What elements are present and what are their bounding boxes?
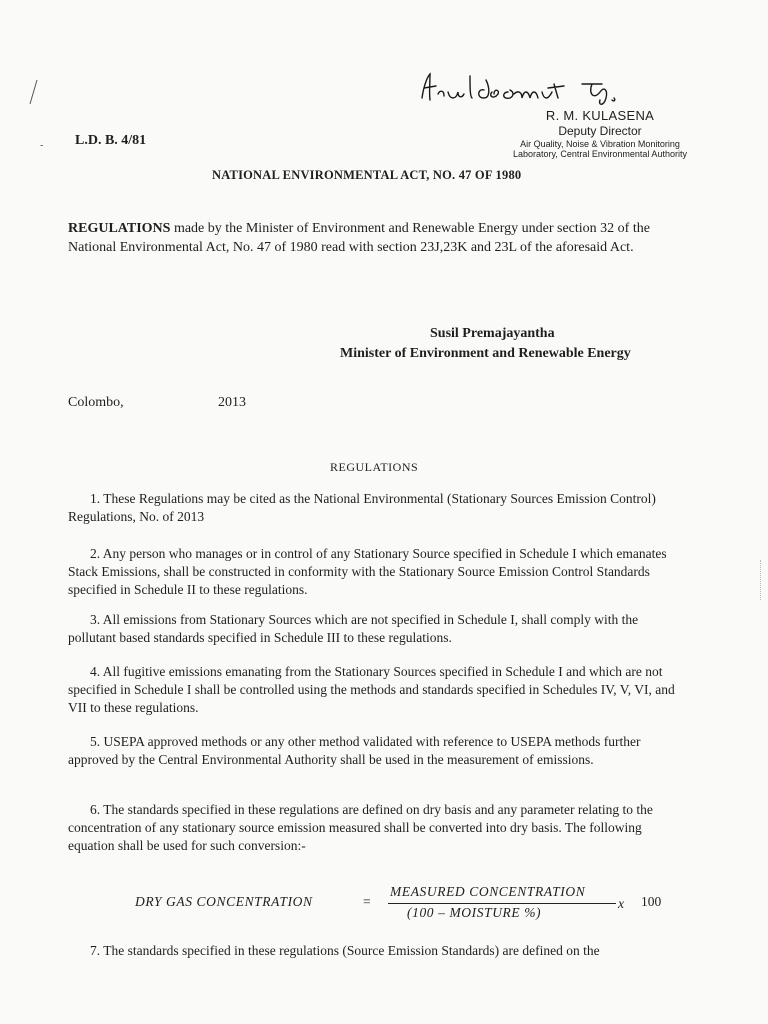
stamp-name: R. M. KULASENA — [545, 108, 655, 123]
preamble-text: made by the Minister of Environment and Renewable Energy under section 32 of the National Environmental Act, No. 47 of 1980 read with section 23J,23K and 23L of the aforesaid Act. — [68, 221, 650, 255]
fraction-bar — [388, 903, 616, 904]
regulation-paragraph-2: 2. Any person who manages or in control of any Stationary Source specified in Schedule I which emanates Stack Emissions, shall be constructed in conformity with the Stationary Source Emission Control Standards specified in Schedule II to these regulations. — [68, 546, 667, 597]
signatory-name: Susil Premajayantha — [430, 326, 555, 341]
stamp-department: Air Quality, Noise & Vibration Monitoring — [520, 139, 680, 149]
equation-lhs: DRY GAS CONCENTRATION — [135, 894, 313, 909]
act-title: NATIONAL ENVIRONMENTAL ACT, NO. 47 OF 1980 — [212, 168, 522, 182]
equation-times: x — [618, 896, 624, 911]
document-reference: L.D. B. 4/81 — [75, 133, 147, 148]
stamp-organization: Laboratory, Central Environmental Authority — [513, 149, 687, 159]
equation-numerator: MEASURED CONCENTRATION — [390, 884, 586, 899]
margin-dash: - — [40, 140, 44, 151]
preamble-paragraph — [68, 219, 688, 257]
regulation-paragraph-1: 1. These Regulations may be cited as the National Environmental (Stationary Sources Emission Control) Regulations, No. of 2013 — [68, 491, 656, 524]
regulation-paragraph-6: 6. The standards specified in these regulations are defined on dry basis and any parameter relating to the concentration of any stationary source emission measured shall be converted into dry basis. The following equation shall be used for such conversion:- — [68, 802, 653, 853]
regulation-paragraph-7: 7. The standards specified in these regulations (Source Emission Standards) are defined on the — [90, 943, 600, 958]
equation-multiplier: 100 — [641, 894, 662, 909]
signatory-block — [340, 324, 680, 364]
year: 2013 — [218, 395, 246, 410]
handwritten-annotation — [418, 70, 648, 110]
signatory-title: Minister of Environment and Renewable Energy — [340, 346, 631, 361]
equation-denominator: (100 – MOISTURE %) — [407, 905, 542, 920]
regulation-paragraph-3: 3. All emissions from Stationary Sources which are not specified in Schedule I, shall comply with the pollutant based standards specified in Schedule III to these regulations. — [68, 612, 639, 645]
preamble-lead: REGULATIONS — [68, 221, 171, 236]
regulation-paragraph-4: 4. All fugitive emissions emanating from the Stationary Sources specified in Schedule I and which are not specified in Schedule I shall be controlled using the methods and standards specified in Schedules IV, V, VI, and VII to these regulations. — [68, 664, 675, 715]
regulation-paragraph-5: 5. USEPA approved methods or any other method validated with reference to USEPA methods further approved by the Central Environmental Authority shall be used in the measurement of emissions. — [68, 734, 641, 767]
stamp-title: Deputy Director — [558, 124, 642, 138]
place: Colombo, — [68, 395, 124, 410]
scan-artifact — [760, 560, 765, 600]
equation-equals: = — [363, 894, 371, 909]
official-stamp — [490, 108, 710, 159]
regulations-heading: REGULATIONS — [330, 460, 419, 474]
margin-mark-icon — [27, 78, 39, 106]
conversion-equation — [135, 884, 695, 928]
